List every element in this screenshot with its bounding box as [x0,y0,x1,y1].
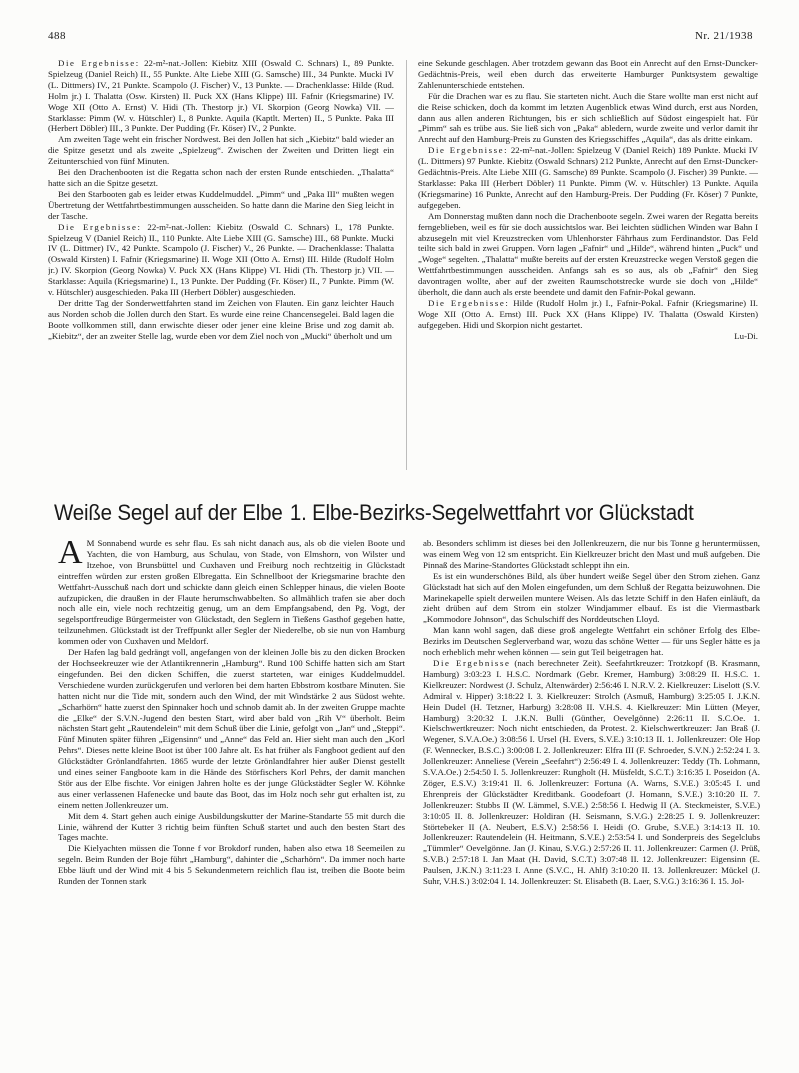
paragraph-text: 22-m²-nat.-Jollen: Kiebitz (Oswald C. Schnars) I., 178 Punkte. Spielzeug V (Daniel Reich) II., 110 Punkte. Alte Liebe XIII (G. Samsche) III., 68 Punkte. Mucki IV (L. Dittmer) IV., 42 Punkte. Scampolo (J. Fischer) V., 26 Punkte. — Drachenklasse: Thalatta (Oswald Kirsten) I. Fafnir (Kriegsmarine) II. Woge XII (Otto A. Ernst) III. Hilde (Rudolf Holm jr.) IV. Skorpion (Georg Nowka) V. Puck XX (Hans Klippe) VI. Hidi (Th. Thestorp jr.) VII. — Starklasse: Aquila (Kriegsmarine) I., 13 Punkte. Der Pudding (Fr. Köser) II., 7 Punkte. Pimm (W. v. Hütschler) ausgeschieden. Paka III (Herbert Döbler) ausgeschieden. [48,221,394,298]
page-number: 488 [48,30,66,42]
paragraph-text: eine Sekunde geschlagen. Aber trotzdem gewann das Boot ein Anrecht auf den Ernst-Duncker-Gedächtnis-Preis, weil eben durch das erweiterte Hamburger Punktsystem gewaltige Zahlenunterschiede entstehen. [418,58,758,90]
headline-subtitle: 1. Elbe-Bezirks-Segelwettfahrt vor Glückstadt [289,500,694,525]
paragraph [423,538,760,571]
paragraph [418,211,758,298]
paragraph [58,538,405,647]
paragraph-text: Man kann wohl sagen, daß diese groß angelegte Wettfahrt ein schöner Erfolg des Elbe-Bezirks im Deutschen Seglerverband war, wozu das schöne Wetter — für uns Segler hätte es ja noch erheblich mehr wehen können — sein gut Teil beigetragen hat. [423,625,760,658]
paragraph-text: Bei den Starbooten gab es leider etwas Kuddelmuddel. „Pimm“ und „Paka III“ mußten wegen Übertretung der Wettfahrtbestimmungen ausscheiden. So hatte dann die Marine den Sieg leicht in der Tasche. [48,188,394,221]
paragraph [48,134,394,167]
results-label: Die Ergebnisse: [58,58,140,68]
paragraph-text: (nach berechneter Zeit). Seefahrtkreuzer: Trotzkopf (B. Krasmann, Hamburg) 3:03:23 I. H.S.C. Nordmark (Gebr. Kremer, Hamburg) 3:08:29 II. H.S.C. 1. Kielkreuzer: Nordwest (J. Schulz, Altenwärder) 2:56:46 I. N.R.V. 2. Kielkreuzer: Liselott (S.V. Admiral v. Hipper) 3:18:22 I. 3. Kielkreuzer: Strolch (Asmuß, Hamburg) 3:25:05 I. J.K.N. Hein Dudel (H. Tetzner, Harburg) 3:28:08 II. V.H.S. 4. Kielkreuzer: Min Lütten (Meyer, Hamburg) 3:20:32 I. J.K.N. Bulli (Günther, Oevelgönne) 2:26:11 II. S.C.Oe. 1. Kielschwertkreuzer: Noch nicht entschieden, da Protest. 2. Kielschwertkreuzer: Jan Braß (J. Wegener, S.V.A.Oe.) 3:08:56 I. Ursel (H. Evers, S.V.E.) 3:10:13 II. 1. Jollenkreuzer: Ole Hop (F. Wennecker, B.S.C.) 3:00:08 I. 2. Jollenkreuzer: Elfra III (F. Schroeder, S.V.N.) 2:52:24 I. 3. Jollenkreuzer: Anneliese (Verein „Seefahrt“) 2:56:49 I. 4. Jollenkreuzer: Teddy (Th. Lohmann, S.V.A.Oe.) 2:54:50 I. 5. Jollenkreuzer: Rungholt (H. Müsfeldt, S.C.T.) 3:16:35 I. Poseidon (A. Zöger, E.S.V.) 3:19:41 II. 6. Jollenkreuzer: Fortuna (A. Warns, S.V.E.) 3:05:45 I. und Ehrenpreis der Glückstädter Kreditbank. Goodefoart (J. Homann, S.V.E.) 3:10:20 II. 7. Jollenkreuzer: Stubbs II (W. Lämmel, S.V.E.) 2:58:56 I. Hedwig II (A. Steckmeister, S.V.E.) 3:10:05 II. 8. Jollenkreuzer: Holdiran (H. Seismann, S.V.G.) 2:28:25 I. 9. Jollenkreuzer: Störtebeker II (A. Neubert, E.S.V.) 2:58:56 I. Heidi (O. Grube, S.V.E.) 3:14:13 II. 10. Jollenkreuzer: Rautendelein (H. Heitmann, S.V.E.) 2:53:54 I. und Sonderpreis des Segelclubs „Tümmler“ Oevelgönne. Jan (J. Kinau, S.V.G.) 2:57:26 II. 11. Jollenkreuzer: Carmen (J. Prüß, S.V.B.) 2:57:18 I. Jan Maat (H. David, S.C.T.) 3:07:48 II. 12. Jollenkreuzer: Eigensinn (E. Paulsen, J.K.N.) 3:11:23 I. Anne (S.V.C., H. Ahlf) 3:10:20 II. 13. Jollenkreuzer: Mückel (J. Suhr, V.H.S.) 3:02:04 I. 14. Jollenkreuzer: St. Elisabeth (B. Laer, S.V.G.) 3:16:36 I. 15. Jol- [423,657,760,887]
results-label: Die Ergebnisse [433,657,511,668]
paragraph [418,91,758,146]
top-right-column [418,58,758,478]
paragraph-text: Es ist ein wunderschönes Bild, als über hundert weiße Segel über den Strom ziehen. Ganz Glückstadt hat sich auf den Molen eingefunden, um dem Schluß der Regatta beizuwohnen. Die Marinekapelle spielt derweilen muntere Weisen. Als das letzte Schiff in den Hafen einläuft, da zieht drüben auf dem Strom ein stolzer Windjammer elbauf. Es ist die Viermastbark „Kommodore Johnson“, das Schulschiff des Norddeutschen Lloyd. [423,570,760,625]
results-label: Die Ergebnisse: [428,297,510,308]
paragraph [48,298,394,342]
paragraph-text: Für die Drachen war es zu flau. Sie starteten nicht. Auch die Stare wollte man erst nicht auf die Reise schicken, doch da kommt im letzten Augenblick etwas Wind durch, erst aus Norden, dann aus allen anderen Richtungen, bis er sich schließlich auf Südost eingespielt hat. Für „Pimm“ sah es trübe aus. Sie ließ sich von „Paka“ abledern, wurde zweite und verlor damit ihr Anrecht auf den Hamburg-Preis zu Gunsten des Kriegsschiffes „Aquila“, das als dritte einkam. [418,90,758,145]
headline-main: Weiße Segel auf der Elbe [54,500,283,525]
column-divider [406,60,407,470]
paragraph [58,647,405,811]
top-left-column [48,58,394,478]
paragraph-text: 22-m²-nat.-Jollen: Spielzeug V (Daniel Reich) 189 Punkte. Mucki IV (L. Dittmers) 97 Punkte. Kiebitz (Oswald Schnars) 212 Punkte, Anrecht auf den Ernst-Duncker-Gedächtnis-Preis. Alte Liebe XIII (G. Samsche) 89 Punkte. Scampolo (J. Fischer) 39 Punkte. — Starklasse: Paka III (Herbert Döbler) 11 Punkte. Pimm (W. v. Hütschler) 13 Punkte. Aquila (Kriegsmarine) 16 Punkte, Anrecht auf den Hamburg-Preis. Der Pudding (Fr. Köser) 7 Punkte, aufgegeben. [418,145,758,210]
paragraph-text: Mit dem 4. Start gehen auch einige Ausbildungskutter der Marine-Standarte 55 mit durch die Linie, während der Kutter 3 richtig beim fünften Schuß startet und auch den besten Start des Tages machte. [58,810,405,843]
paragraph [418,58,758,91]
paragraph [418,145,758,210]
paragraph-text: Der Hafen lag bald gedrängt voll, angefangen von der kleinen Jolle bis zu den dicken Brocken der Hochseekreuzer wie der Atlantikrennerin „Hamburg“. Rund 100 Schiffe hatten sich am Start eingefunden. Bei den dicken Schiffen, die zuerst starteten, war einiges Kuddelmuddel. Verschiedene wurden zurückgerufen und verloren bei dem harten Ebbstrom kostbare Minuten. Sie hatten nicht nur die Tide mit, sondern auch den Wind, der mit Windstärke 2 aus Südost wehte. „Scharhörn“ hatte zuerst den Spinnaker hoch und schnob damit ab. In der zweiten Gruppe machte die „Elke“ der S.V.N.-Jugend den besten Start, wird aber bald von „Rih V“ überholt. Beim nächsten Start geht „Rautendelein“ mit dem Schuß über die Linie, gefolgt von „Jan“ und „Steppi“. Fünf Minuten später führen „Eigensinn“ und „Anne“ das Feld an. Hier sieht man auch den „Korl Pehrs“. Dieses nette kleine Boot ist über 100 Jahre alt. Es hat früher als Fangboot gedient auf den Glückstädter Grönlandfahrten. 1865 wurde der letzte Grönlandfahrer hier außer Dienst gestellt und eines seiner Fangboote kam in die Hände des Störfischers Korl Pehrs, der damit manchen Stör aus der Elbe fischte. Vor einigen Jahren holte es der junge Glückstädter Segler W. Köhnke aus einer verlassenen Hafenecke und baute das Boot, das im Holz noch sehr gut erhalten ist, zu einem netten Jollenkreuzer um. [58,647,405,810]
paragraph [48,189,394,222]
article-headline [54,500,694,526]
article-left-column [58,538,405,1058]
paragraph [48,58,394,134]
article-right-column [423,538,760,1058]
paragraph-text: Der dritte Tag der Sonderwettfahrten stand im Zeichen von Flauten. Ein ganz leichter Hauch aus Norden schob die Jollen durch den Start. Es wurde eine reine Chancensegelei. Bald lagen die Boote vollkommen still, dann erwischte dieser oder jener eine kleine Brise und zog damit ab. „Kiebitz“, der an zweiter Stelle lag, wurde eben vor dem Ziel noch von „Mucki“ überholt und um [48,297,394,341]
paragraph [418,298,758,342]
paragraph-text: 22-m²-nat.-Jollen: Kiebitz XIII (Oswald C. Schnars) I., 89 Punkte. Spielzeug (Daniel Reich) II., 55 Punkte. Alte Liebe XIII (G. Samsche) III., 34 Punkte. Mucki IV (L. Dittmers) IV., 21 Punkte. Scampolo (J. Fischer) V., 13 Punkte. — Drachenklasse: Hilde (Rud. Holm jr.) I. Thalatta (Osw. Kirsten) II. Puck XX (Hans Klippe) III. Fafnir (Kriegsmarine) IV. Woge XII (Otto A. Ernst) V. Hidi (Th. Thestorp jr.) VI. Skorpion (Georg Nowka) VII. — Starklasse: Pimm (W. v. Hütschler) I., 8 Punkte. Aquila (Kaptlt. Merten) II., 5 Punkte. Paka III (Herbert Döbler) III., 3 Punkte. Der Pudding (Fr. Köser) IV., 2 Punkte. [48,58,394,134]
paragraph [423,658,760,887]
paragraph [423,571,760,626]
paragraph-text: Die Kielyachten müssen die Tonne f vor Brokdorf runden, haben also etwa 18 Seemeilen zu segeln. Beim Runden der Boje führt „Hamburg“, dahinter die „Scharhörn“. Da immer noch harte Ebbe läuft und der Wind mit 4 bis 5 Sekundenmetern reichlich flau ist, treiben die Boote beim Runden der Tonnen stark [58,843,405,887]
results-label: Die Ergebnisse: [428,145,509,156]
author-signoff: Lu-Di. [734,330,758,341]
paragraph [48,222,394,298]
drop-cap: A [58,538,83,571]
paragraph-text: Hilde (Rudolf Holm jr.) I., Fafnir-Pokal. Fafnir (Kriegsmarine) II. Woge XII (Otto A. Ernst) III. Puck XX (Hans Klippe) IV. Thalatta (Oswald Kirsten) aufgegeben. Hidi und Skorpion nicht gestartet. [418,297,758,330]
paragraph [48,167,394,189]
paragraph-text: Bei den Drachenbooten ist die Regatta schon nach der ersten Runde entschieden. „Thalatta“ hatte sich an die Spitze gesetzt. [48,167,394,188]
paragraph-text: M Sonnabend wurde es sehr flau. Es sah nicht danach aus, als ob die vielen Boote und Yachten, die von Hamburg, aus Schulau, von Stade, von Elmshorn, von Wilster und Itzehoe, von Brunsbüttel und Cuxhaven und Freiburg noch rechtzeitig in Glückstadt eintreffen würden zur ersten großen Elbregatta. Ein Schnellboot der Kriegsmarine brachte den Wettfahrt-Ausschuß nach dort und schickte dann gleich einen Schlepper hinaus, die vielen Boote aufzupicken, die draußen in der Flaute herumschwabbelten. So allmählich trafen sie aber doch noch alle ein, viele noch rechtzeitig genug, um an dem Empfangsabend, den Pg. Vogt, der segelsportfreudige Bürgermeister von Glückstadt, den Seglern in Tießens Gasthof gegeben hatte, teilzunehmen. Glückstadt ist der Treffpunkt aller Segler der Niederelbe, ob sie nun von Hamburg kommen oder von Cuxhaven und Meldorf. [58,538,405,647]
paragraph [423,625,760,658]
paragraph-text: Am zweiten Tage weht ein frischer Nordwest. Bei den Jollen hat sich „Kiebitz“ bald wieder an die Spitze gesetzt und als zweite „Spielzeug“. Zwischen der Zweiten und Dritten liegt ein Zeitunterschied von fünf Minuten. [48,134,394,167]
paragraph [58,811,405,844]
paragraph-text: Am Donnerstag mußten dann noch die Drachenboote segeln. Zwei waren der Regatta bereits ferngeblieben, weil es für sie doch aussichtslos war. Bei leichten südlichen Winden war Bahn I abzusegeln mit viel Kreuzstrecken vom Uhlenhorster Fährhaus zum Ferdinandstor. Das Feld teilte sich bald in zwei Gruppen. Vorn lagen „Fafnir“ und „Hilde“, während hinten „Puck“ und „Woge“ segelten. „Thalatta“ mußte bereits auf der ersten Kreuzstrecke wegen Verstoß gegen die Wettfahrtbestimmungen ausscheiden. Anfangs sah es so aus, als ob „Fafnir“ den Sieg davontragen wollte, aber auf der zweiten Raumschotstrecke wurde sie doch von „Hilde“ überholt, die dann auch als erste beendete und damit den Fafnir-Pokal gewann. [418,210,758,298]
results-label: Die Ergebnisse: [58,221,142,232]
paragraph-text: ab. Besonders schlimm ist dieses bei den Jollenkreuzern, die nur bis Tonne g heruntermüssen, was einem Weg von 12 sm entspricht. Ein Kielkreuzer bricht den Mast und muß aufgeben. Die Pinnaß des Marine-Standortes Glückstadt schleppt ihn ein. [423,538,760,570]
paragraph [58,843,405,887]
issue-number: Nr. 21/1938 [694,30,753,42]
